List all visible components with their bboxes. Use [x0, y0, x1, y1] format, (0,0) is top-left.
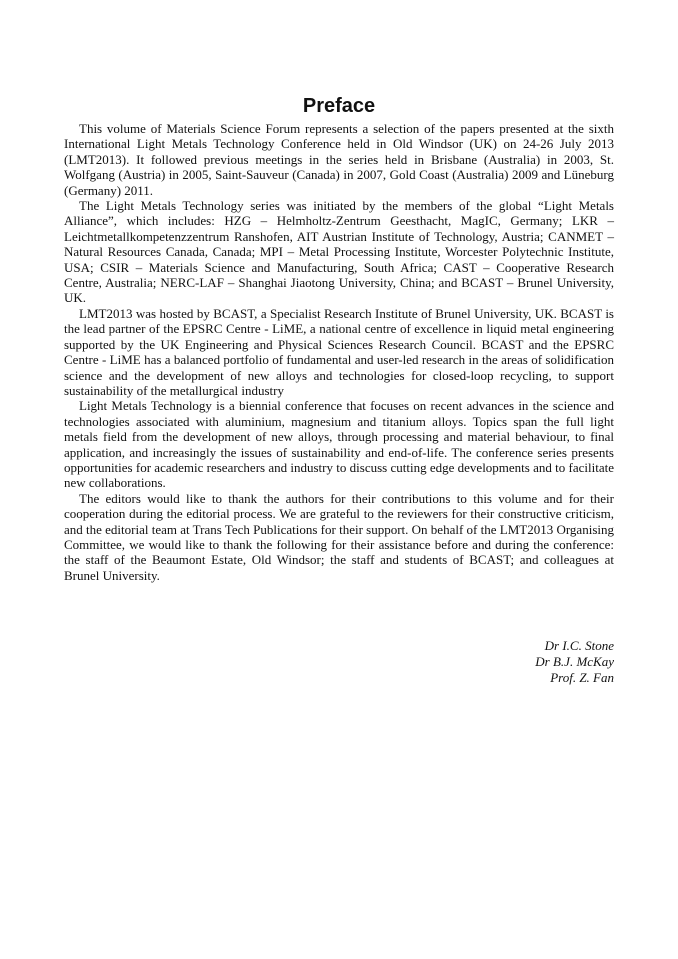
preface-body: [64, 121, 614, 583]
signature-block: [535, 638, 614, 686]
paragraph-acknowledgements: The editors would like to thank the authors for their contributions to this volume and for their cooperation during the editorial process. We are grateful to the reviewers for their constructive criticism, and the editorial team at Trans Tech Publications for their support. On behalf of the LMT2013 Organising Committee, we would like to thank the following for their assistance before and during the conference: the staff of the Beaumont Estate, Old Windsor; the staff and students of BCAST; and colleagues at Brunel University.: [64, 490, 614, 583]
signatory-stone: Dr I.C. Stone: [544, 638, 614, 653]
page-title: Preface: [302, 95, 376, 118]
paragraph-conference: Light Metals Technology is a biennial conference that focuses on recent advances in the science and technologies associated with aluminium, magnesium and titanium alloys. Topics span the full light metals field from the development of new alloys, through processing and material behaviour, to final application, and increasingly the issues of sustainability and end-of-life. The conference series presents opportunities for academic researchers and industry to discuss cutting edge developments and to facilitate new collaborations.: [64, 398, 614, 491]
paragraph-host: LMT2013 was hosted by BCAST, a Specialist Research Institute of Brunel University, UK. BCAST is the lead partner of the EPSRC Centre - LiME, a national centre of excellence in liquid metal engineering supported by the UK Engineering and Physical Sciences Research Council. BCAST and the EPSRC Centre - LiME has a balanced portfolio of fundamental and user-led research in the areas of solidification science and the development of new alloys and technologies for closed-loop recycling, to support sustainability of the metallurgical industry: [64, 305, 614, 398]
paragraph-intro: This volume of Materials Science Forum represents a selection of the papers presented at the sixth International Light Metals Technology Conference held in Old Windsor (UK) on 24-26 July 2013 (LMT2013). It followed previous meetings in the series held in Brisbane (Australia) in 2003, St. Wolfgang (Austria) in 2005, Saint-Sauveur (Canada) in 2007, Gold Coast (Australia) 2009 and Lüneburg (Germany) 2011.: [64, 121, 614, 198]
signatory-mckay: Dr B.J. McKay: [535, 654, 614, 669]
signatory-fan: Prof. Z. Fan: [550, 670, 614, 685]
paragraph-alliance: The Light Metals Technology series was initiated by the members of the global “Light Metals Alliance”, which includes: HZG – Helmholtz-Zentrum Geesthacht, MagIC, Germany; LKR – Leichtmetallkompetenzzentrum Ranshofen, AIT Austrian Institute of Technology, Austria; CANMET – Natural Resources Canada, Canada; MPI – Metal Processing Institute, Worcester Polytechnic Institute, USA; CSIR – Materials Science and Manufacturing, South Africa; CAST – Cooperative Research Centre, Australia; NERC-LAF – Shanghai Jiaotong University, China; and BCAST – Brunel University, UK.: [64, 198, 614, 306]
